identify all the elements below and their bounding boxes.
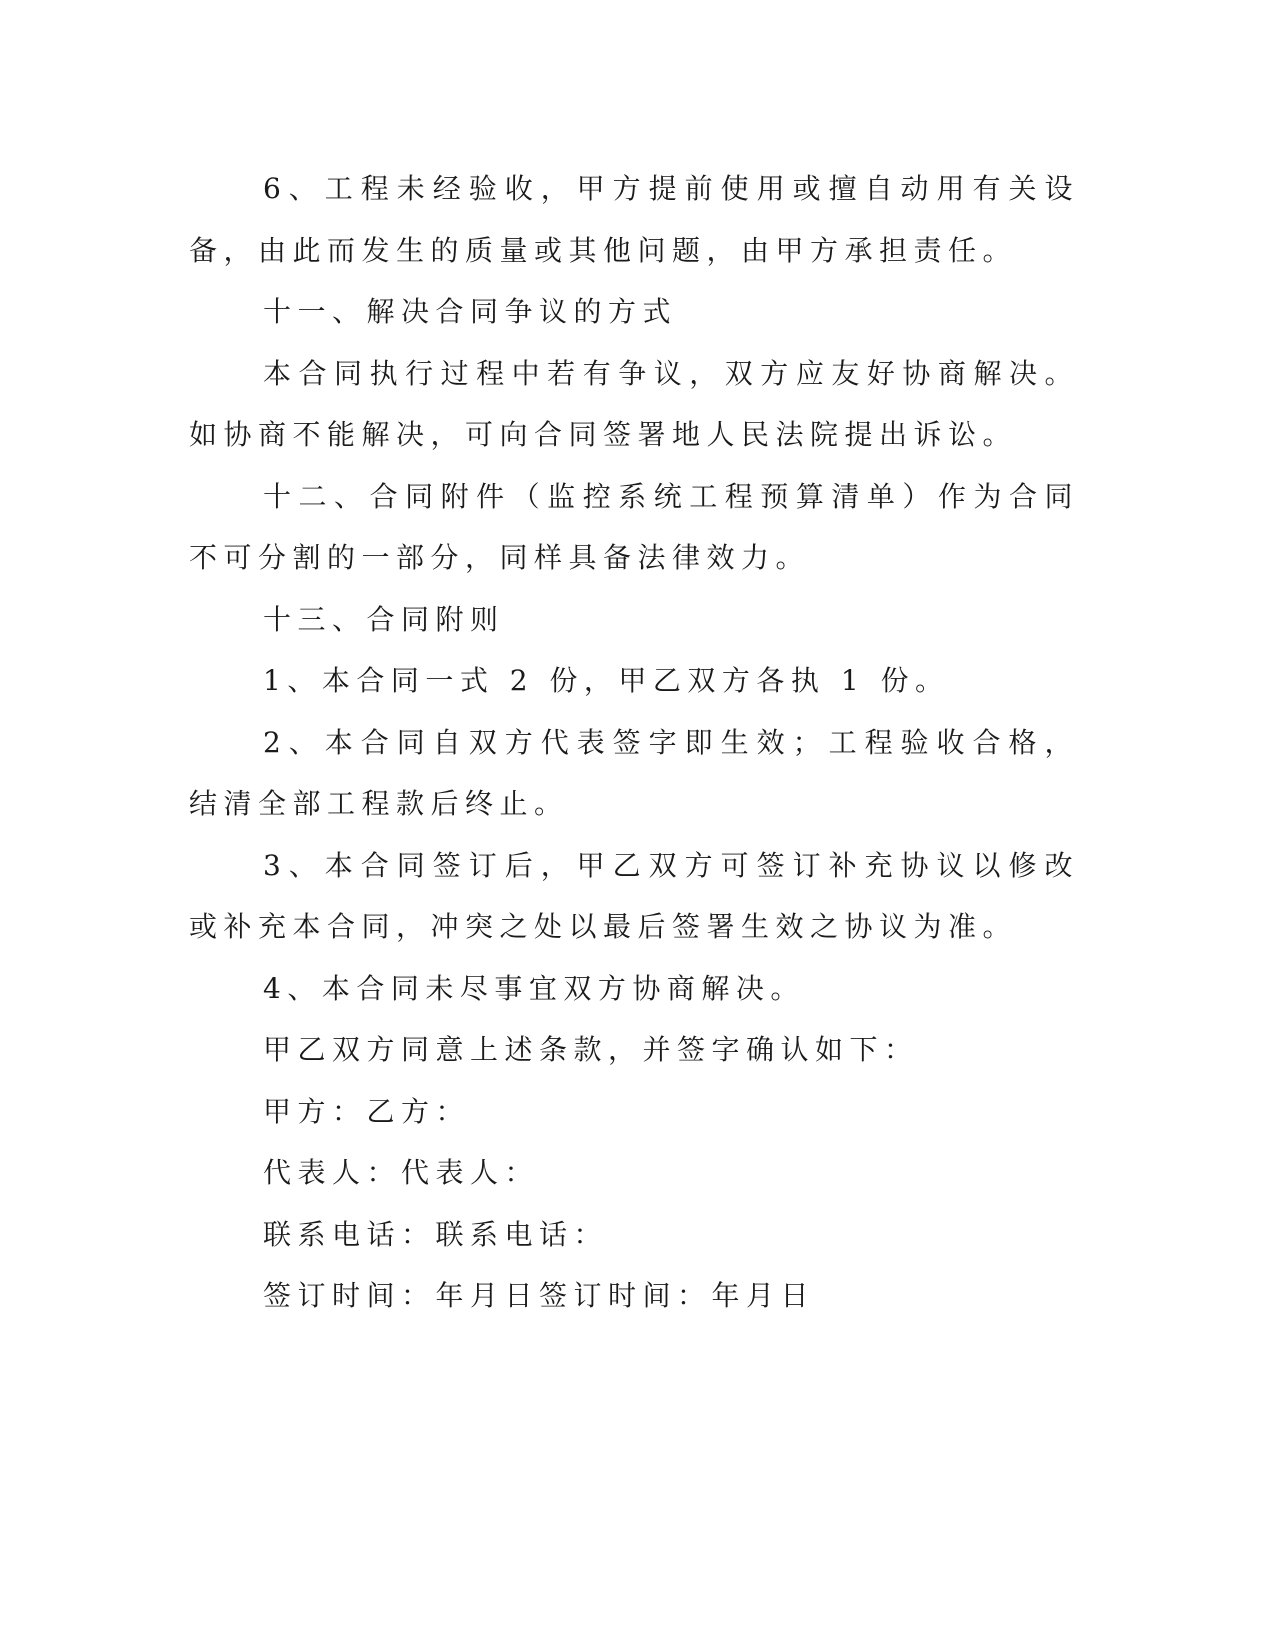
signature-phones: 联系电话：联系电话： — [263, 1217, 609, 1251]
signature-parties: 甲方：乙方： — [263, 1094, 471, 1128]
clause-13-2: 2、本合同自双方代表签字即生效；工程验收合格，结清全部工程款后终止。 — [189, 725, 1079, 820]
clause-10-6: 6、工程未经验收，甲方提前使用或擅自动用有关设备，由此而发生的质量或其他问题，由甲方承担责任。 — [189, 172, 1079, 267]
section-11-heading: 十一、解决合同争议的方式 — [263, 295, 678, 328]
section-13-heading: 十三、合同附则 — [263, 602, 505, 636]
section-11-text: 本合同执行过程中若有争议，双方应友好协商解决。如协商不能解决，可向合同签署地人民法院提出诉讼。 — [189, 356, 1079, 451]
clause-13-1: 1、本合同一式 2 份，甲乙双方各执 1 份。 — [263, 664, 950, 697]
clause-13-3: 3、本合同签订后，甲乙双方可签订补充协议以修改或补充本合同，冲突之处以最后签署生效之协议为准。 — [189, 848, 1079, 943]
clause-13-4: 4、本合同未尽事宜双方协商解决。 — [263, 971, 805, 1005]
document-body — [189, 158, 1079, 1327]
signature-dates: 签订时间：年月日签订时间：年月日 — [263, 1279, 816, 1312]
agreement-statement: 甲乙双方同意上述条款，并签字确认如下： — [263, 1033, 919, 1066]
section-12-text: 十二、合同附件（监控系统工程预算清单）作为合同不可分割的一部分，同样具备法律效力。 — [189, 479, 1079, 574]
signature-representatives: 代表人：代表人： — [263, 1156, 540, 1189]
